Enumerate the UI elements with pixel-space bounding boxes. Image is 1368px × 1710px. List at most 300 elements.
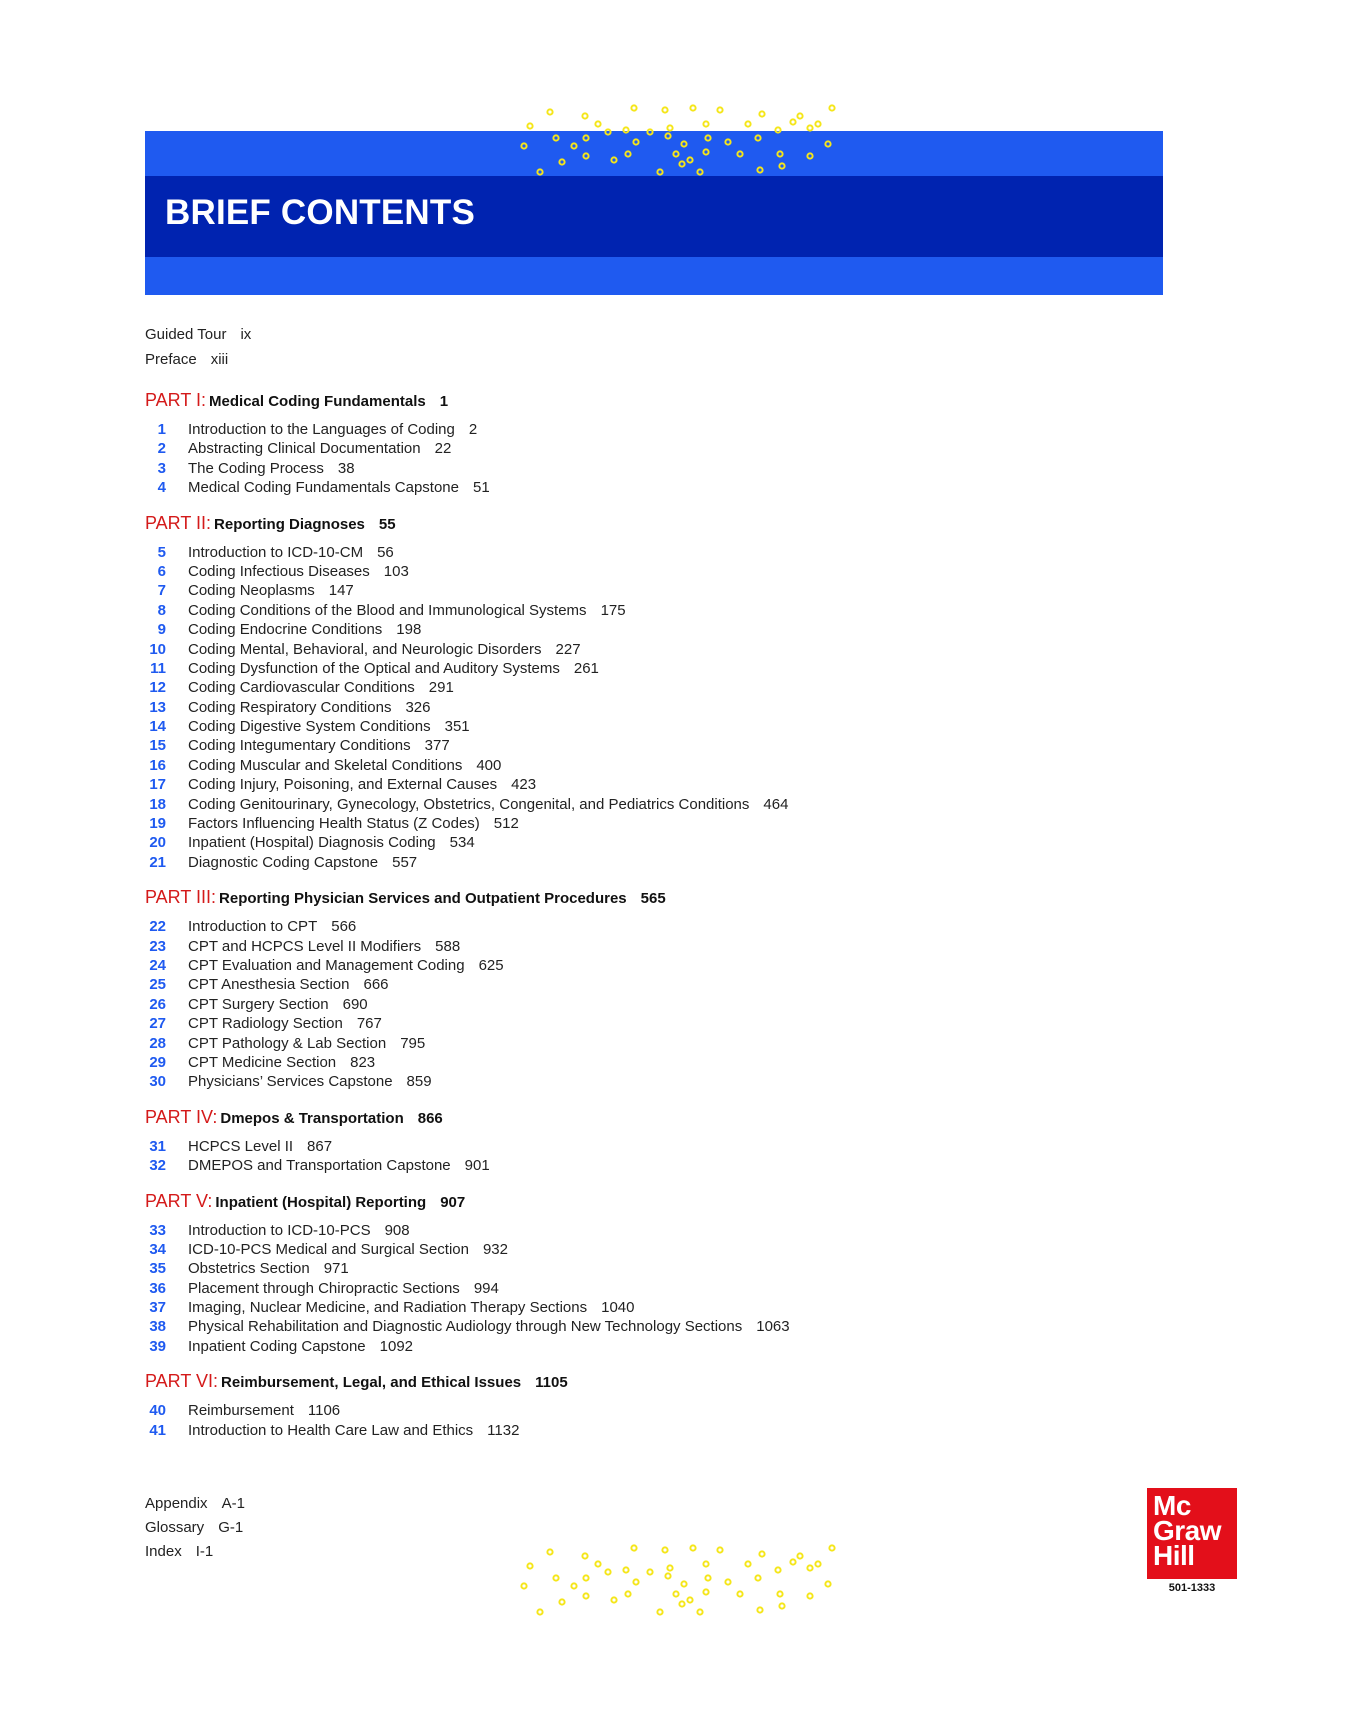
chapter-number: 22 [149, 918, 166, 936]
chapter-number: 8 [157, 601, 166, 619]
chapter-row[interactable] [145, 1279, 1045, 1298]
chapter-row[interactable] [145, 833, 1045, 852]
dot [779, 1603, 784, 1608]
chapter-page-number: 901 [464, 1157, 490, 1175]
dot [687, 157, 692, 162]
toc-part [145, 512, 1045, 873]
part-page-number: 1105 [535, 1374, 568, 1392]
chapter-title: Coding Genitourinary, Gynecology, Obstetrics, Congenital, and Pediatrics Conditions [188, 795, 750, 813]
chapter-number: 10 [149, 640, 166, 658]
chapter-row[interactable] [145, 1072, 1045, 1091]
chapter-page-number: 291 [428, 679, 454, 697]
dot [790, 1559, 795, 1564]
chapter-page-number: 103 [383, 562, 409, 580]
chapter-page-number: 1040 [601, 1299, 635, 1317]
chapter-number: 25 [149, 976, 166, 994]
dot [537, 1609, 542, 1614]
chapter-number: 15 [149, 737, 166, 755]
dot [665, 1573, 670, 1578]
chapter-page-number: 38 [337, 459, 355, 477]
dot [611, 1597, 616, 1602]
chapter-title: CPT Radiology Section [188, 1015, 343, 1033]
chapter-title: CPT Medicine Section [188, 1053, 337, 1071]
dot [690, 105, 695, 110]
chapter-title: Coding Neoplasms [188, 582, 315, 600]
chapter-number: 16 [149, 756, 166, 774]
chapter-page-number: 767 [356, 1015, 382, 1033]
dot [667, 1565, 672, 1570]
chapter-title: Introduction to CPT [188, 918, 318, 936]
dot [571, 1583, 576, 1588]
dot [583, 135, 588, 140]
chapter-number: 32 [149, 1157, 166, 1175]
part-page-number: 55 [378, 515, 396, 533]
chapter-title: Reimbursement [188, 1402, 294, 1420]
toc-part [145, 1190, 1045, 1357]
dot [705, 135, 710, 140]
chapter-page-number: 51 [473, 479, 490, 497]
chapter-title: Introduction to ICD-10-CM [188, 543, 364, 561]
dot [625, 151, 630, 156]
chapter-row[interactable] [145, 853, 1045, 872]
chapter-page-number: 423 [511, 776, 537, 794]
chapter-page-number: 908 [384, 1221, 410, 1239]
chapter-page-number: 400 [476, 756, 502, 774]
toc-part [145, 1370, 1045, 1440]
chapter-row[interactable] [145, 698, 1045, 717]
dot [690, 1545, 695, 1550]
dot [625, 1591, 630, 1596]
part-label: PART I: [145, 390, 207, 410]
page-title: BRIEF CONTENTS [165, 193, 476, 232]
dot [797, 1553, 802, 1558]
chapter-page-number: 625 [478, 956, 504, 974]
chapter-row[interactable] [145, 1053, 1045, 1072]
dot [547, 1549, 552, 1554]
part-title: Dmepos & Transportation [220, 1109, 404, 1127]
dot [681, 141, 686, 146]
part-page-number: 565 [640, 890, 666, 908]
chapter-title: Coding Integumentary Conditions [188, 737, 411, 755]
chapter-title: Placement through Chiropractic Sections [188, 1279, 460, 1297]
dot [631, 105, 636, 110]
dot [583, 1593, 588, 1598]
dot [775, 1567, 780, 1572]
part-page-number: 907 [440, 1193, 466, 1211]
dot [703, 149, 708, 154]
chapter-number: 27 [149, 1015, 166, 1033]
chapter-title: Coding Mental, Behavioral, and Neurologic Disorders [188, 640, 542, 658]
chapter-number: 28 [149, 1034, 166, 1052]
chapter-page-number: 557 [392, 853, 418, 871]
dot [745, 1561, 750, 1566]
dot [725, 139, 730, 144]
dot [595, 121, 600, 126]
dot [759, 111, 764, 116]
part-heading[interactable] [145, 1106, 1045, 1130]
back-matter-item[interactable]: Index I-1 [145, 1543, 214, 1560]
back-matter-item[interactable]: Glossary G-1 [145, 1519, 244, 1536]
chapter-number: 19 [149, 815, 166, 833]
chapter-title: Coding Cardiovascular Conditions [188, 679, 415, 697]
chapter-number: 9 [157, 621, 166, 639]
dot [807, 153, 812, 158]
chapter-page-number: 377 [424, 737, 450, 755]
dot [547, 109, 552, 114]
chapter-row[interactable] [145, 1317, 1045, 1336]
dot [790, 119, 795, 124]
front-matter-list [145, 322, 251, 372]
product-code: 501-1333 [1168, 1582, 1216, 1594]
publisher-logo: Mc Graw Hill [1147, 1488, 1237, 1579]
chapter-row[interactable] [145, 736, 1045, 755]
dot-pattern-bottom [510, 1542, 880, 1624]
chapter-page-number: 464 [763, 795, 789, 813]
chapter-title: Coding Infectious Diseases [188, 562, 370, 580]
chapter-title: Introduction to Health Care Law and Ethics [188, 1421, 474, 1439]
chapter-row[interactable] [145, 1337, 1045, 1356]
part-label: PART II: [145, 512, 212, 533]
part-label: PART III: [145, 887, 217, 908]
dot [807, 1565, 812, 1570]
chapter-row[interactable] [145, 678, 1045, 697]
chapter-row[interactable] [145, 1401, 1045, 1420]
chapter-number: 3 [157, 459, 166, 477]
part-title: Reporting Diagnoses [214, 515, 365, 533]
dot [703, 1589, 708, 1594]
chapter-page-number: 932 [482, 1240, 508, 1258]
dot [775, 127, 780, 132]
chapter-title: Coding Digestive System Conditions [188, 718, 431, 736]
chapter-row[interactable] [145, 581, 1045, 600]
chapter-row[interactable] [145, 1259, 1045, 1278]
chapter-page-number: 147 [328, 582, 354, 600]
chapter-number: 30 [149, 1073, 166, 1091]
chapter-number: 24 [149, 956, 166, 974]
dot [697, 169, 702, 174]
dot [759, 1551, 764, 1556]
chapter-number: 38 [149, 1318, 166, 1336]
dot [705, 1575, 710, 1580]
dot [582, 1553, 587, 1558]
dot [717, 107, 722, 112]
dot [537, 169, 542, 174]
chapter-row[interactable] [145, 1421, 1045, 1440]
dot [583, 1575, 588, 1580]
dot [703, 1561, 708, 1566]
chapter-title: Physicians’ Services Capstone [188, 1073, 393, 1091]
dot [673, 151, 678, 156]
chapter-page-number: 566 [331, 918, 357, 936]
dot [647, 1569, 652, 1574]
chapter-title: HCPCS Level II [188, 1137, 294, 1155]
dot [521, 143, 526, 148]
dot [697, 1609, 702, 1614]
dot [521, 1583, 526, 1588]
dot [595, 1561, 600, 1566]
part-heading[interactable] [145, 1190, 1045, 1214]
back-matter-item[interactable]: Appendix A-1 [145, 1495, 245, 1512]
dot [553, 135, 558, 140]
dot [829, 105, 834, 110]
chapter-page-number: 22 [434, 440, 452, 458]
dot [725, 1579, 730, 1584]
chapter-title: Medical Coding Fundamentals Capstone [188, 479, 459, 497]
chapter-title: Coding Dysfunction of the Optical and Auditory Systems [188, 659, 560, 677]
chapter-title: Coding Endocrine Conditions [188, 621, 383, 639]
chapter-number: 13 [149, 698, 166, 716]
chapter-row[interactable] [145, 1240, 1045, 1259]
chapter-title: CPT Pathology & Lab Section [188, 1034, 387, 1052]
dot [583, 153, 588, 158]
part-heading[interactable] [145, 1370, 1045, 1394]
front-matter-item[interactable]: Guided Tour ix [145, 326, 252, 343]
chapter-row[interactable] [145, 620, 1045, 639]
chapter-page-number: 859 [406, 1073, 432, 1091]
chapter-number: 5 [157, 543, 166, 561]
dot [633, 139, 638, 144]
chapter-title: Coding Injury, Poisoning, and External Causes [188, 776, 498, 794]
part-title: Reporting Physician Services and Outpatient Procedures [219, 890, 627, 908]
chapter-page-number: 1106 [307, 1402, 341, 1420]
chapter-page-number: 175 [600, 601, 626, 619]
back-matter-list [145, 1492, 245, 1564]
dot [717, 1547, 722, 1552]
chapter-number: 7 [157, 582, 166, 600]
dot-pattern-top [510, 102, 880, 184]
chapter-title: Physical Rehabilitation and Diagnostic Audiology through New Technology Sections [188, 1318, 743, 1336]
chapter-title: DMEPOS and Transportation Capstone [188, 1157, 451, 1175]
dot [737, 151, 742, 156]
chapter-title: CPT Surgery Section [188, 995, 329, 1013]
dot [755, 135, 760, 140]
chapter-title: Imaging, Nuclear Medicine, and Radiation Therapy Sections [188, 1299, 588, 1317]
part-title: Inpatient (Hospital) Reporting [215, 1193, 427, 1211]
dot [673, 1591, 678, 1596]
chapter-page-number: 1132 [487, 1421, 520, 1439]
chapter-title: Introduction to the Languages of Coding [188, 421, 455, 438]
chapter-title: Coding Respiratory Conditions [188, 698, 392, 716]
chapter-number: 39 [149, 1337, 166, 1355]
chapter-number: 41 [149, 1421, 166, 1439]
dot [647, 129, 652, 134]
chapter-page-number: 351 [444, 718, 470, 736]
chapter-page-number: 534 [449, 834, 475, 852]
chapter-number: 17 [149, 776, 166, 794]
dot [745, 121, 750, 126]
part-label: PART IV: [145, 1106, 218, 1127]
chapter-title: ICD-10-PCS Medical and Surgical Section [188, 1240, 469, 1258]
part-page-number: 866 [417, 1109, 443, 1127]
dot [779, 163, 784, 168]
chapter-number: 29 [149, 1053, 166, 1071]
chapter-number: 21 [149, 853, 166, 871]
part-page-number: 1 [439, 393, 449, 410]
chapter-page-number: 1063 [756, 1318, 790, 1336]
chapter-row[interactable] [145, 956, 1045, 975]
chapter-number: 6 [157, 562, 166, 580]
dot [582, 113, 587, 118]
chapter-row[interactable] [145, 601, 1045, 620]
dot [757, 1607, 762, 1612]
dot [633, 1579, 638, 1584]
dot [571, 143, 576, 148]
chapter-row[interactable] [145, 775, 1045, 794]
dot [807, 125, 812, 130]
dot [605, 1569, 610, 1574]
dot [777, 1591, 782, 1596]
chapter-row[interactable] [145, 640, 1045, 659]
dot [553, 1575, 558, 1580]
chapter-row[interactable] [145, 756, 1045, 775]
chapter-number: 2 [157, 440, 166, 458]
chapter-number: 20 [149, 834, 166, 852]
dot [815, 1561, 820, 1566]
chapter-row[interactable] [145, 814, 1045, 833]
chapter-page-number: 227 [555, 640, 581, 658]
chapter-page-number: 1092 [379, 1337, 414, 1355]
dot [815, 121, 820, 126]
part-title: Medical Coding Fundamentals [209, 393, 426, 410]
dot [631, 1545, 636, 1550]
chapter-row[interactable] [145, 1156, 1045, 1175]
part-label: PART V: [145, 1190, 213, 1211]
dot [737, 1591, 742, 1596]
part-heading[interactable] [145, 389, 1045, 413]
chapter-row[interactable] [145, 420, 1045, 439]
chapter-number: 35 [149, 1260, 166, 1278]
chapter-number: 12 [149, 679, 166, 697]
chapter-row[interactable] [145, 975, 1045, 994]
chapter-number: 14 [149, 718, 166, 736]
dot [703, 121, 708, 126]
dot [755, 1575, 760, 1580]
dot [662, 1547, 667, 1552]
chapter-title: CPT Evaluation and Management Coding [188, 956, 465, 974]
dot [825, 1581, 830, 1586]
chapter-number: 40 [149, 1402, 166, 1420]
table-of-contents [145, 389, 1045, 1454]
chapter-row[interactable] [145, 1014, 1045, 1033]
chapter-number: 34 [149, 1240, 166, 1258]
dot [605, 129, 610, 134]
part-title: Reimbursement, Legal, and Ethical Issues [221, 1374, 522, 1392]
chapter-number: 36 [149, 1279, 166, 1297]
chapter-row[interactable] [145, 717, 1045, 736]
dot [777, 151, 782, 156]
chapter-number: 33 [149, 1221, 166, 1239]
chapter-row[interactable] [145, 1034, 1045, 1053]
dot [527, 123, 532, 128]
chapter-row[interactable] [145, 562, 1045, 581]
dot [679, 1601, 684, 1606]
chapter-row[interactable] [145, 937, 1045, 956]
toc-part [145, 389, 1045, 498]
chapter-title: Inpatient Coding Capstone [188, 1337, 366, 1355]
chapter-row[interactable] [145, 795, 1045, 814]
chapter-row[interactable] [145, 478, 1045, 497]
chapter-page-number: 588 [435, 937, 461, 955]
toc-part [145, 886, 1045, 1092]
chapter-page-number: 994 [473, 1279, 499, 1297]
chapter-row[interactable] [145, 1298, 1045, 1317]
dot [667, 125, 672, 130]
chapter-row[interactable] [145, 917, 1045, 936]
chapter-title: Introduction to ICD-10-PCS [188, 1221, 371, 1239]
dot [665, 133, 670, 138]
dot [611, 157, 616, 162]
chapter-page-number: 795 [400, 1034, 426, 1052]
dot [807, 1593, 812, 1598]
chapter-title: The Coding Process [188, 459, 324, 477]
chapter-page-number: 867 [307, 1137, 333, 1155]
chapter-title: CPT Anesthesia Section [188, 976, 350, 994]
chapter-title: CPT and HCPCS Level II Modifiers [188, 937, 422, 955]
chapter-number: 1 [157, 421, 166, 438]
dot [559, 159, 564, 164]
chapter-row[interactable] [145, 1137, 1045, 1156]
dot [681, 1581, 686, 1586]
dot [623, 1567, 628, 1572]
dot [527, 1563, 532, 1568]
dot [662, 107, 667, 112]
part-heading[interactable] [145, 512, 1045, 536]
chapter-page-number: 512 [493, 815, 519, 833]
chapter-row[interactable] [145, 995, 1045, 1014]
chapter-page-number: 666 [363, 976, 389, 994]
dot [757, 167, 762, 172]
dot [657, 1609, 662, 1614]
chapter-page-number: 690 [342, 995, 368, 1013]
chapter-title: Factors Influencing Health Status (Z Codes) [188, 815, 480, 833]
dot [559, 1599, 564, 1604]
chapter-number: 26 [149, 995, 166, 1013]
chapter-number: 37 [149, 1299, 166, 1317]
chapter-title: Abstracting Clinical Documentation [188, 440, 421, 458]
dot [623, 127, 628, 132]
chapter-title: Coding Conditions of the Blood and Immunological Systems [188, 601, 587, 619]
chapter-number: 11 [150, 659, 166, 677]
chapter-page-number: 326 [405, 698, 431, 716]
chapter-row[interactable] [145, 1221, 1045, 1240]
chapter-page-number: 823 [350, 1053, 376, 1071]
chapter-page-number: 56 [377, 543, 394, 561]
part-heading[interactable] [145, 886, 1045, 910]
chapter-page-number: 971 [323, 1260, 349, 1278]
chapter-row[interactable] [145, 459, 1045, 478]
chapter-row[interactable] [145, 439, 1045, 458]
chapter-number: 4 [157, 479, 166, 497]
toc-part [145, 1106, 1045, 1176]
chapter-row[interactable] [145, 543, 1045, 562]
dot [687, 1597, 692, 1602]
chapter-title: Coding Muscular and Skeletal Conditions [188, 756, 463, 774]
chapter-title: Diagnostic Coding Capstone [188, 853, 379, 871]
dot [657, 169, 662, 174]
dot [797, 113, 802, 118]
chapter-title: Inpatient (Hospital) Diagnosis Coding [188, 834, 436, 852]
chapter-row[interactable] [145, 659, 1045, 678]
dot [825, 141, 830, 146]
part-label: PART VI: [145, 1371, 219, 1392]
chapter-number: 31 [149, 1137, 166, 1155]
front-matter-item[interactable]: Preface xiii [145, 351, 229, 368]
chapter-page-number: 2 [468, 421, 478, 438]
chapter-page-number: 261 [573, 659, 599, 677]
chapter-page-number: 198 [396, 621, 422, 639]
chapter-title: Obstetrics Section [188, 1260, 310, 1278]
chapter-number: 23 [149, 937, 166, 955]
